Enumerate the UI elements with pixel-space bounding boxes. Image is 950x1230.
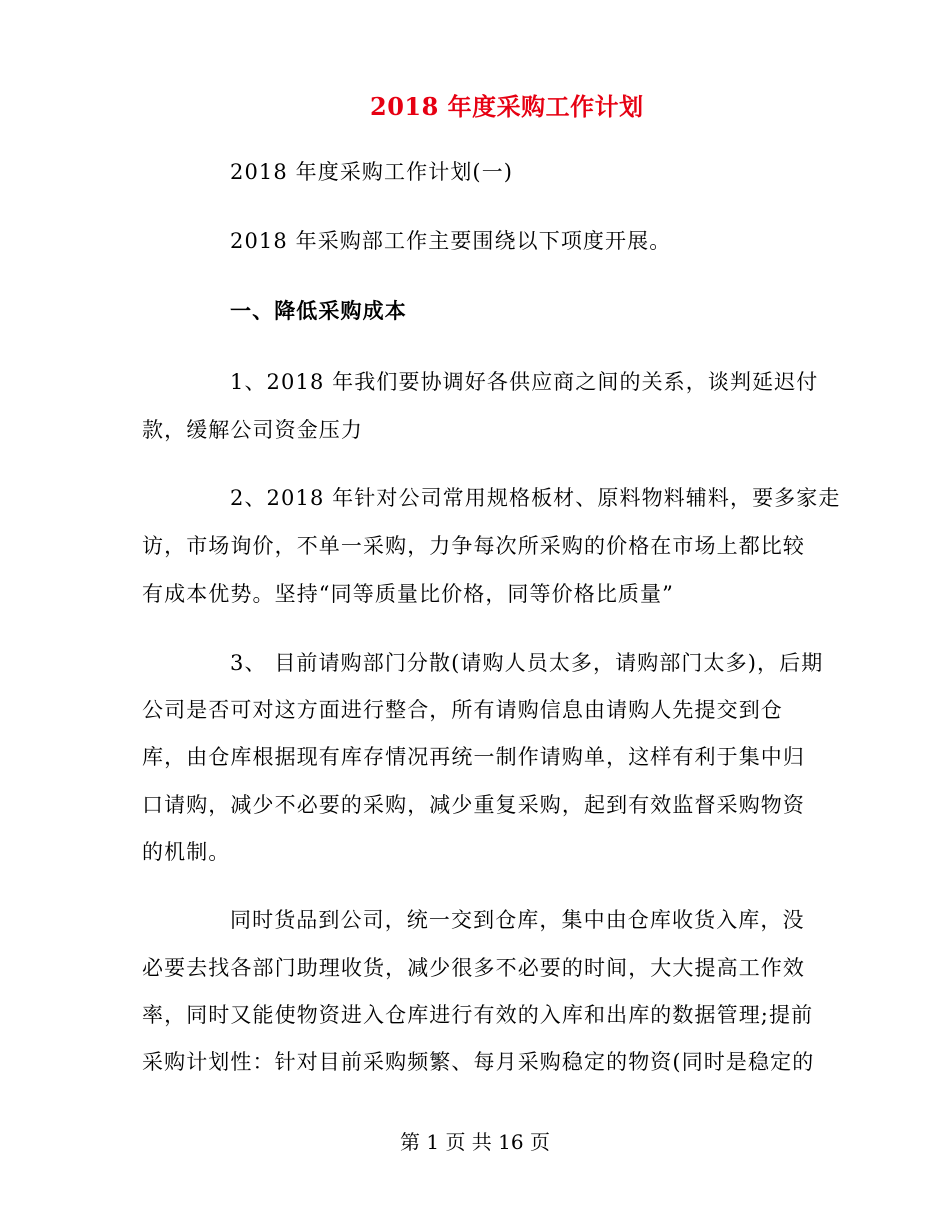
document-subtitle: 2018 年度采购工作计划(一) bbox=[230, 160, 514, 184]
paragraph-line: 库，由仓库根据现有库存情况再统一制作请购单，这样有利于集中归 bbox=[142, 745, 805, 769]
paragraph-line: 款，缓解公司资金压力 bbox=[142, 418, 363, 442]
paragraph-line: 2、2018 年针对公司常用规格板材、原料物料辅料，要多家走 bbox=[230, 486, 841, 510]
paragraph-line: 必要去找各部门助理收货，减少很多不必要的时间，大大提高工作效 bbox=[142, 956, 805, 980]
document-title: 2018 年度采购工作计划 bbox=[370, 92, 644, 121]
paragraph-line: 口请购，减少不必要的采购，减少重复采购，起到有效监督采购物资 bbox=[142, 793, 805, 817]
section-heading: 一、降低采购成本 bbox=[230, 298, 407, 323]
paragraph-line: 有成本优势。坚持“同等质量比价格，同等价格比质量” bbox=[142, 582, 674, 606]
paragraph-line: 率，同时又能使物资进入仓库进行有效的入库和出库的数据管理;提前 bbox=[142, 1003, 814, 1027]
paragraph-line: 3、 目前请购部门分散(请购人员太多，请购部门太多)，后期 bbox=[230, 651, 824, 675]
paragraph-line: 公司是否可对这方面进行整合，所有请购信息由请购人先提交到仓 bbox=[142, 698, 783, 722]
paragraph-line: 的机制。 bbox=[142, 840, 231, 864]
paragraph-line: 1、2018 年我们要协调好各供应商之间的关系，谈判延迟付 bbox=[230, 370, 819, 394]
paragraph-line: 访，市场询价，不单一采购，力争每次所采购的价格在市场上都比较 bbox=[142, 534, 805, 558]
paragraph-line: 同时货品到公司，统一交到仓库，集中由仓库收货入库，没 bbox=[230, 908, 805, 932]
intro-text: 2018 年采购部工作主要围绕以下项度开展。 bbox=[230, 229, 672, 253]
page-number-footer: 第 1 页 共 16 页 bbox=[400, 1130, 550, 1154]
paragraph-line: 采购计划性：针对目前采购频繁、每月采购稳定的物资(同时是稳定的 bbox=[142, 1050, 815, 1074]
